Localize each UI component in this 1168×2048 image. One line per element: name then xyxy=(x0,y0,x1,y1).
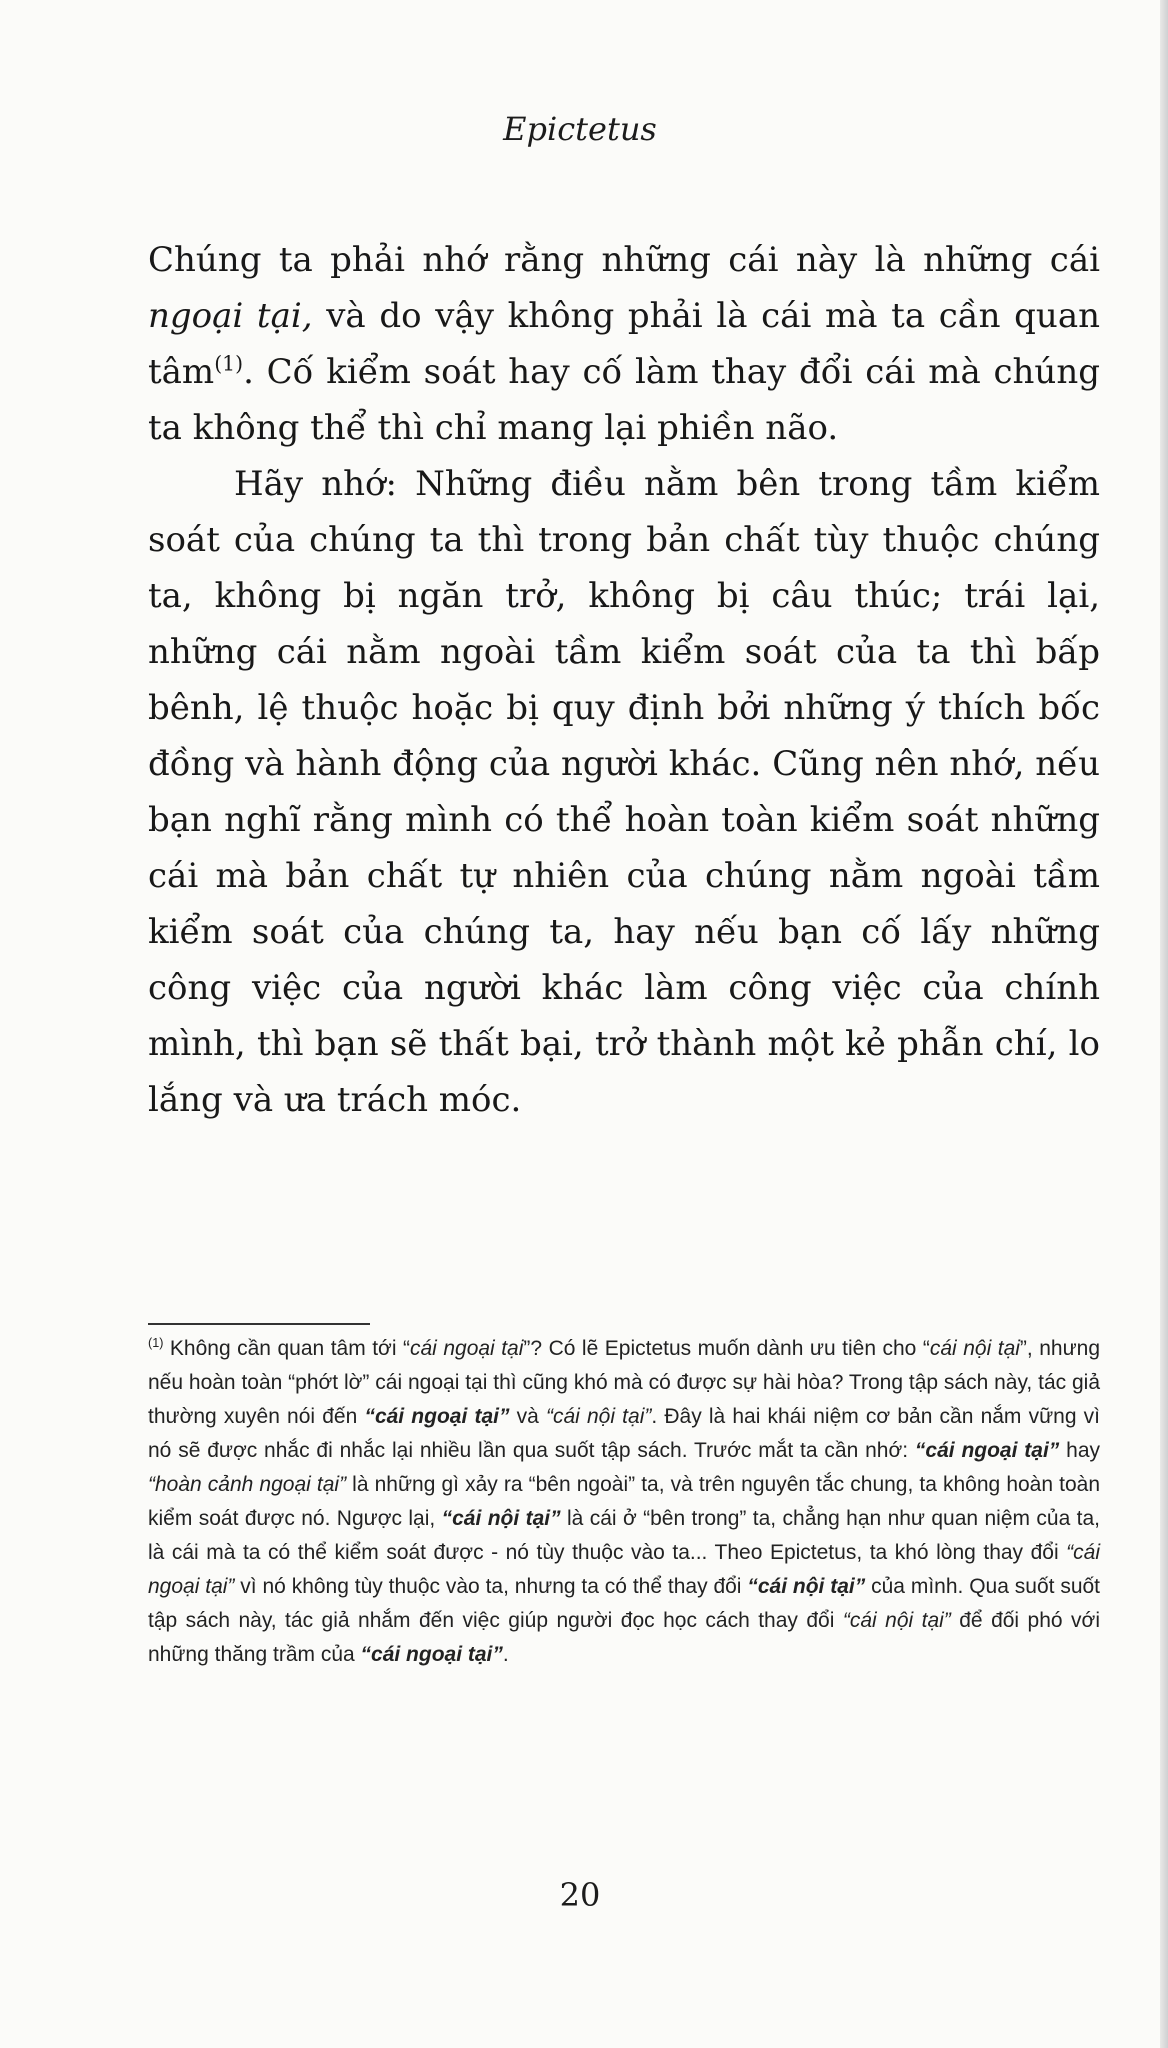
paragraph-1 xyxy=(148,232,1100,456)
page-number: 20 xyxy=(559,1876,601,1914)
fn-italic: “cái nội tại” xyxy=(842,1609,951,1632)
paragraph-1-text-3: . Cố kiểm soát hay cố làm thay đổi cái mà chúng ta không thể thì chỉ mang lại phiền não. xyxy=(148,352,1100,448)
footnote xyxy=(148,1332,1100,1672)
fn-bold-italic: “cái nội tại” xyxy=(747,1575,866,1598)
fn-text: Không cần quan tâm tới “ xyxy=(163,1337,410,1360)
fn-bold-italic: “cái ngoại tại” xyxy=(364,1405,510,1428)
fn-bold-italic: “cái nội tại” xyxy=(441,1507,561,1530)
paragraph-1-text-2: và do vậy không phải là cái mà ta cần quan tâm xyxy=(148,296,1101,392)
fn-text: của mình. Qua suốt suốt tập sách này, tác giả nhắm đến việc giúp người đọc học cách thay đổi xyxy=(148,1575,1101,1632)
fn-text: . Đây là hai khái niệm cơ bản cần nắm vững vì nó sẽ được nhắc đi nhắc lại nhiều lần qua suốt tập sách. Trước mắt ta cần nhớ: xyxy=(148,1405,1100,1462)
fn-text: . xyxy=(502,1643,509,1666)
fn-italic: “cái ngoại tại” xyxy=(148,1541,1100,1598)
fn-text: ”, nhưng nếu hoàn toàn “phớt lờ” cái ngoại tại thì cũng khó mà có được sự hài hòa? Trong tập sách này, tác giả thường xuyên nói đến xyxy=(148,1337,1101,1428)
paragraph-2: Hãy nhớ: Những điều nằm bên trong tầm kiểm soát của chúng ta thì trong bản chất tùy thuộc chúng ta, không bị ngăn trở, không bị câu thúc; trái lại, những cái nằm ngoài tầm kiểm soát của ta thì bấp bênh, lệ thuộc hoặc bị quy định bởi những ý thích bốc đồng và hành động của người khác. Cũng nên nhớ, nếu bạn nghĩ rằng mình có thể hoàn toàn kiểm soát những cái mà bản chất tự nhiên của chúng nằm ngoài tầm kiểm soát của chúng ta, hay nếu bạn cố lấy những công việc của người khác làm công việc của chính mình, thì bạn sẽ thất bại, trở thành một kẻ phẫn chí, lo lắng và ưa trách móc. xyxy=(148,464,1100,1120)
running-head: Epictetus xyxy=(503,110,657,148)
fn-italic: “cái nội tại” xyxy=(546,1405,652,1428)
page-edge xyxy=(1160,0,1168,2048)
fn-italic: cái ngoại tại xyxy=(409,1337,524,1360)
footnote-reference: (1) xyxy=(214,351,244,376)
fn-text: ”? Có lẽ Epictetus muốn dành ưu tiên cho “ xyxy=(523,1337,930,1360)
main-text xyxy=(148,232,1100,1128)
fn-text: là cái ở “bên trong” ta, chẳng hạn như quan niệm của ta, là cái mà ta có thể kiểm soát được - nó tùy thuộc vào ta... Theo Epictetus, ta khó lòng thay đổi xyxy=(148,1507,1100,1564)
fn-italic: cái nội tại xyxy=(929,1337,1020,1360)
fn-text: là những gì xảy ra “bên ngoài” ta, và trên nguyên tắc chung, ta không hoàn toàn kiểm soát được nó. Ngược lại, xyxy=(148,1473,1100,1530)
paragraph-1-text-1: Chúng ta phải nhớ rằng những cái này là những cái xyxy=(148,240,1100,280)
paragraph-1-italic: ngoại tại, xyxy=(148,296,313,336)
fn-bold-italic: “cái ngoại tại” xyxy=(360,1643,503,1666)
footnote-divider xyxy=(148,1323,370,1325)
fn-text: vì nó không tùy thuộc vào ta, nhưng ta có thể thay đổi xyxy=(234,1575,748,1598)
fn-text: và xyxy=(509,1405,546,1428)
fn-bold-italic: “cái ngoại tại” xyxy=(914,1439,1060,1462)
fn-text: để đối phó với những thăng trầm của xyxy=(148,1609,1100,1666)
fn-italic: “hoàn cảnh ngoại tại” xyxy=(148,1473,347,1496)
footnote-marker: (1) xyxy=(148,1336,164,1350)
fn-text: hay xyxy=(1059,1439,1100,1462)
